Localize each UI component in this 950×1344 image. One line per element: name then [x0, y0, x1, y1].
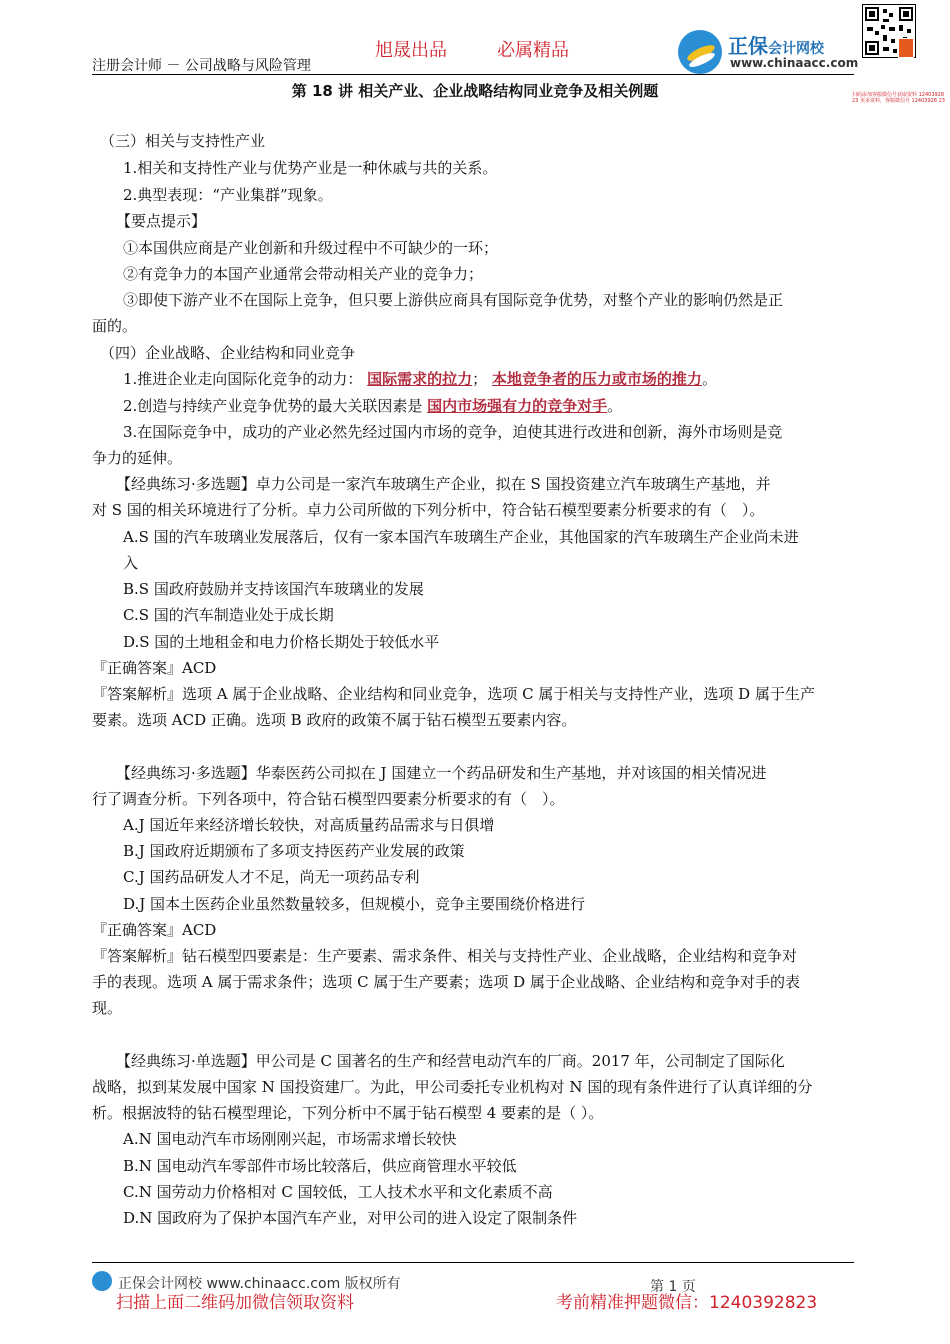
emphasis-text: 国际需求的拉力 [367, 370, 473, 388]
option-d: D.S 国的土地租金和电力价格长期处于较低水平 [123, 633, 440, 651]
text: ； [472, 370, 488, 388]
promo-left: 扫描上面二维码加微信领取资料 [116, 1293, 354, 1313]
course-title: 注册会计师 － 公司战略与风险管理 [92, 58, 311, 74]
paragraph [123, 369, 717, 389]
slogan-1: 旭晟出品 [375, 40, 447, 61]
question-stem: 行了调查分析。下列各项中，符合钻石模型四要素分析要求的有（ ）。 [92, 790, 565, 808]
header-divider [92, 74, 854, 75]
page-number: 第 1 页 [650, 1279, 696, 1295]
answer-explanation: 『答案解析』选项 A 属于企业战略、企业结构和同业竞争，选项 C 属于相关与支持性产业，选项 D 属于生产 [92, 685, 815, 703]
option-c: C.J 国药品研发人才不足，尚无一项药品专利 [123, 868, 420, 886]
question-stem: 战略，拟到某发展中国家 N 国投资建厂。为此，甲公司委托专业机构对 N 国的现有条件进行了认真详细的分 [92, 1078, 813, 1096]
tip-item: ①本国供应商是产业创新和升级过程中不可缺少的一环； [123, 239, 499, 257]
paragraph: 2.典型表现：“产业集群”现象。 [123, 186, 333, 204]
answer-explanation: 现。 [92, 999, 123, 1017]
question-stem: 【经典练习·多选题】华泰医药公司拟在 J 国建立一个药品研发和生产基地，并对该国的相关情况进 [116, 764, 767, 782]
qr-caption: 扫码添加客服微信号获取资料 12403928 23 更多资料，客服微信号 12403928 23 [852, 92, 945, 104]
tip-item-cont: 面的。 [92, 317, 138, 335]
option-a-cont: 入 [123, 554, 139, 572]
emphasis-text: 国内市场强有力的竞争对手 [427, 397, 608, 415]
text: 。 [701, 370, 717, 388]
section-heading: （四）企业战略、企业结构和同业竞争 [100, 344, 356, 362]
option-b: B.S 国政府鼓励并支持该国汽车玻璃业的发展 [123, 580, 424, 598]
footer-divider [92, 1262, 854, 1263]
paragraph: 3.在国际竞争中，成功的产业必然先经过国内市场的竞争，迫使其进行改进和创新，海外市场则是竞 [123, 423, 783, 441]
question-stem: 对 S 国的相关环境进行了分析。卓力公司所做的下列分析中，符合钻石模型要素分析要求的有（ ）。 [92, 501, 765, 519]
correct-answer: 『正确答案』ACD [92, 659, 217, 677]
logo-swoosh-icon [678, 30, 722, 74]
option-d: D.N 国政府为了保护本国汽车产业，对甲公司的进入设定了限制条件 [123, 1209, 578, 1227]
option-c: C.S 国的汽车制造业处于成长期 [123, 606, 334, 624]
tip-heading: 【要点提示】 [116, 212, 207, 230]
section-heading: （三）相关与支持性产业 [100, 132, 266, 150]
logo-url: www.chinaacc.com [730, 56, 859, 70]
tip-item: ②有竞争力的本国产业通常会带动相关产业的竞争力； [123, 265, 484, 283]
footer-copyright: 正保会计网校 www.chinaacc.com 版权所有 [118, 1276, 401, 1292]
option-a: A.S 国的汽车玻璃业发展落后，仅有一家本国汽车玻璃生产企业，其他国家的汽车玻璃生产企业尚未进 [123, 528, 799, 546]
paragraph [123, 396, 622, 416]
qr-badge-icon [898, 38, 914, 58]
promo-right: 考前精准押题微信：1240392823 [556, 1293, 818, 1313]
text: 。 [607, 397, 623, 415]
text: 2.创造与持续产业竞争优势的最大关联因素是 [123, 397, 423, 415]
paragraph-cont: 争力的延伸。 [92, 449, 183, 467]
answer-explanation: 手的表现。选项 A 属于需求条件；选项 C 属于生产要素；选项 D 属于企业战略、企业结构和竞争对手的表 [92, 973, 800, 991]
slogan-2: 必属精品 [497, 40, 569, 61]
option-b: B.J 国政府近期颁布了多项支持医药产业发展的政策 [123, 842, 465, 860]
chinaacc-logo [678, 30, 858, 74]
option-c: C.N 国劳动力价格相对 C 国较低，工人技术水平和文化素质不高 [123, 1183, 553, 1201]
answer-explanation: 『答案解析』钻石模型四要素是：生产要素、需求条件、相关与支持性产业、企业战略，企业结构和竞争对 [92, 947, 798, 965]
question-stem: 析。根据波特的钻石模型理论，下列分析中不属于钻石模型 4 要素的是（ ）。 [92, 1104, 604, 1122]
paragraph: 1.相关和支持性产业与优势产业是一种休戚与共的关系。 [123, 159, 498, 177]
logo-name: 正保 [728, 34, 768, 58]
footer-logo-icon [92, 1271, 112, 1291]
tip-item: ③即使下游产业不在国际上竞争，但只要上游供应商具有国际竞争优势，对整个产业的影响仍然是正 [123, 291, 784, 309]
text: 1.推进企业走向国际化竞争的动力： [123, 370, 363, 388]
option-b: B.N 国电动汽车零部件市场比较落后，供应商管理水平较低 [123, 1157, 517, 1175]
question-stem: 【经典练习·多选题】卓力公司是一家汽车玻璃生产企业，拟在 S 国投资建立汽车玻璃生产基地，并 [116, 475, 771, 493]
option-a: A.J 国近年来经济增长较快，对高质量药品需求与日俱增 [123, 816, 495, 834]
emphasis-text: 本地竞争者的压力或市场的推力 [491, 370, 702, 388]
option-a: A.N 国电动汽车市场刚刚兴起，市场需求增长较快 [123, 1130, 457, 1148]
correct-answer: 『正确答案』ACD [92, 921, 217, 939]
lecture-title: 第 18 讲 相关产业、企业战略结构同业竞争及相关例题 [291, 82, 659, 100]
option-d: D.J 国本土医药企业虽然数量较多，但规模小，竞争主要围绕价格进行 [123, 895, 586, 913]
logo-sub: 会计网校 [768, 41, 824, 57]
question-stem: 【经典练习·单选题】甲公司是 C 国著名的生产和经营电动汽车的厂商。2017 年，公司制定了国际化 [116, 1052, 785, 1070]
answer-explanation: 要素。选项 ACD 正确。选项 B 政府的政策不属于钻石模型五要素内容。 [92, 711, 577, 729]
